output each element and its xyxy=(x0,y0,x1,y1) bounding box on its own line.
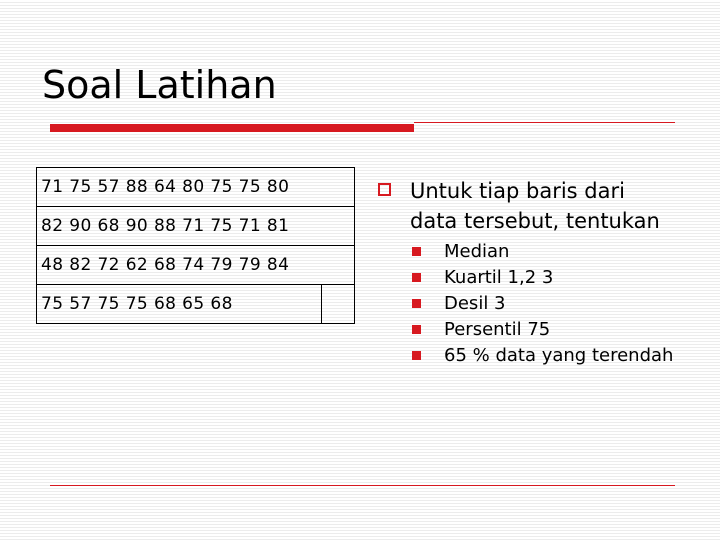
list-item-text: 65 % data yang terendah xyxy=(444,345,674,366)
list-item xyxy=(406,292,676,316)
slide-title: Soal Latihan xyxy=(42,63,277,107)
filled-square-icon xyxy=(412,325,421,334)
filled-square-icon xyxy=(412,273,421,282)
list-item xyxy=(406,266,676,290)
filled-square-icon xyxy=(412,247,421,256)
table-cell-empty xyxy=(322,285,355,324)
task-list xyxy=(376,176,676,370)
table-row xyxy=(37,168,355,207)
table-row xyxy=(37,285,355,324)
list-item xyxy=(406,240,676,264)
table-cell-row-1: 71 75 57 88 64 80 75 75 80 xyxy=(37,168,355,207)
task-instruction-text: Untuk tiap baris dari data tersebut, tentukan xyxy=(410,179,660,233)
list-item-text: Persentil 75 xyxy=(444,319,551,340)
filled-square-icon xyxy=(412,299,421,308)
footer-divider xyxy=(50,485,675,486)
list-item xyxy=(406,344,676,368)
list-item xyxy=(406,318,676,342)
task-instruction xyxy=(376,176,676,236)
list-item-text: Kuartil 1,2 3 xyxy=(444,267,554,288)
title-underline-thin xyxy=(414,122,675,123)
table-cell-row-4: 75 57 75 75 68 65 68 xyxy=(37,285,322,324)
filled-square-icon xyxy=(412,351,421,360)
data-table xyxy=(36,167,355,324)
table-cell-row-2: 82 90 68 90 88 71 75 71 81 xyxy=(37,207,355,246)
list-item-text: Desil 3 xyxy=(444,293,506,314)
hollow-square-icon xyxy=(378,183,391,196)
table-row xyxy=(37,207,355,246)
table-row xyxy=(37,246,355,285)
table-cell-row-3: 48 82 72 62 68 74 79 79 84 xyxy=(37,246,355,285)
task-sub-list xyxy=(376,240,676,368)
title-underline-thick xyxy=(50,124,414,132)
list-item-text: Median xyxy=(444,241,510,262)
